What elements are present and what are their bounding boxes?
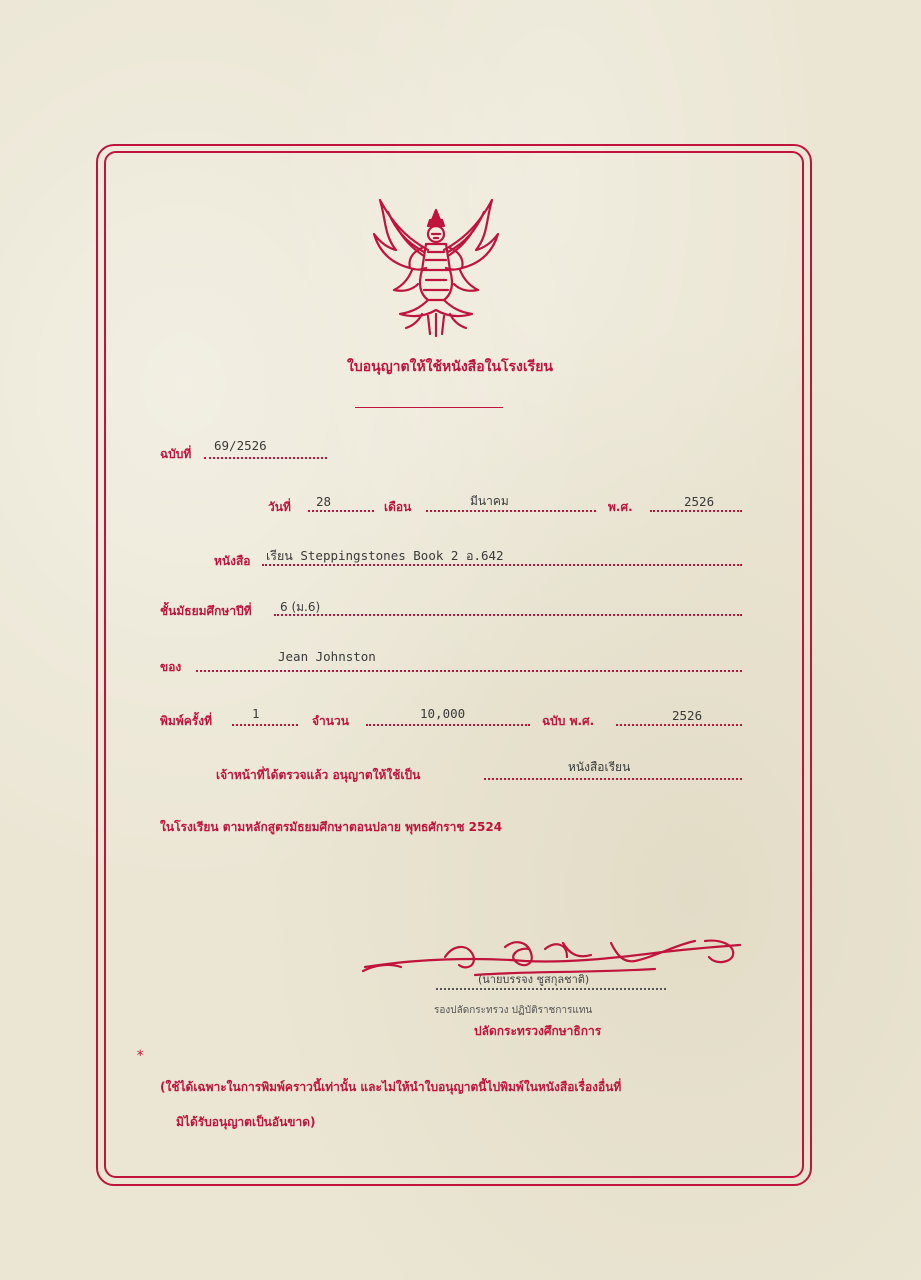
signatory-title: ปลัดกระทรวงศึกษาธิการ xyxy=(474,1024,602,1038)
signatory-acting-role: รองปลัดกระทรวง ปฏิบัติราชการแทน xyxy=(434,1005,593,1016)
title-underline xyxy=(355,407,503,408)
owner-dots xyxy=(196,670,742,672)
footnote-mark: * xyxy=(136,1048,145,1064)
copies-year-dots xyxy=(616,724,742,726)
signatory-name: (นายบรรจง ชูสกุลชาติ) xyxy=(478,973,590,986)
number-dots xyxy=(204,457,327,459)
month-dots xyxy=(426,510,596,512)
garuda-emblem-icon xyxy=(366,190,506,340)
copies-label: ฉบับ พ.ศ. xyxy=(542,714,595,728)
permit-value: หนังสือเรียน xyxy=(568,760,631,774)
copies-year-value: 2526 xyxy=(672,708,703,723)
book-label: หนังสือ xyxy=(214,554,251,568)
document-title: ใบอนุญาตให้ใช้หนังสือในโรงเรียน xyxy=(347,359,553,375)
number-label: ฉบับที่ xyxy=(160,447,192,461)
level-dots xyxy=(274,614,742,616)
quantity-dots xyxy=(366,724,530,726)
year-value: 2526 xyxy=(684,494,715,509)
footnote-line-2: มิได้รับอนุญาตเป็นอันขาด) xyxy=(176,1115,316,1129)
owner-label: ของ xyxy=(160,660,182,674)
month-label: เดือน xyxy=(384,500,412,514)
curriculum-line: ในโรงเรียน ตามหลักสูตรมัธยมศึกษาตอนปลาย พุทธศักราช 2524 xyxy=(160,820,503,834)
edition-value: 1 xyxy=(252,706,260,721)
era-label: พ.ศ. xyxy=(608,500,633,514)
book-value: เรียน Steppingstones Book 2 อ.642 xyxy=(266,548,504,563)
footnote-line-1: (ใช้ได้เฉพาะในการพิมพ์คราวนี้เท่านั้น และไม่ให้นำใบอนุญาตนี้ไปพิมพ์ในหนังสือเรื่องอื่นที่ xyxy=(160,1080,622,1094)
permit-label: เจ้าหน้าที่ได้ตรวจแล้ว อนุญาตให้ใช้เป็น xyxy=(216,768,421,782)
quantity-label: จำนวน xyxy=(312,714,349,728)
edition-dots xyxy=(232,724,298,726)
signature-dots xyxy=(436,988,666,990)
edition-label: พิมพ์ครั้งที่ xyxy=(160,714,212,728)
date-label: วันที่ xyxy=(268,500,291,514)
owner-value: Jean Johnston xyxy=(278,649,376,664)
level-label: ชั้นมัธยมศึกษาปีที่ xyxy=(160,604,252,618)
number-value: 69/2526 xyxy=(214,438,267,453)
date-day-value: 28 xyxy=(316,494,332,509)
month-value: มีนาคม xyxy=(470,494,509,508)
year-dots xyxy=(650,510,742,512)
date-day-dots xyxy=(308,510,374,512)
permit-dots xyxy=(484,778,742,780)
level-value: 6 (ม.6) xyxy=(280,600,321,614)
quantity-value: 10,000 xyxy=(420,706,466,721)
